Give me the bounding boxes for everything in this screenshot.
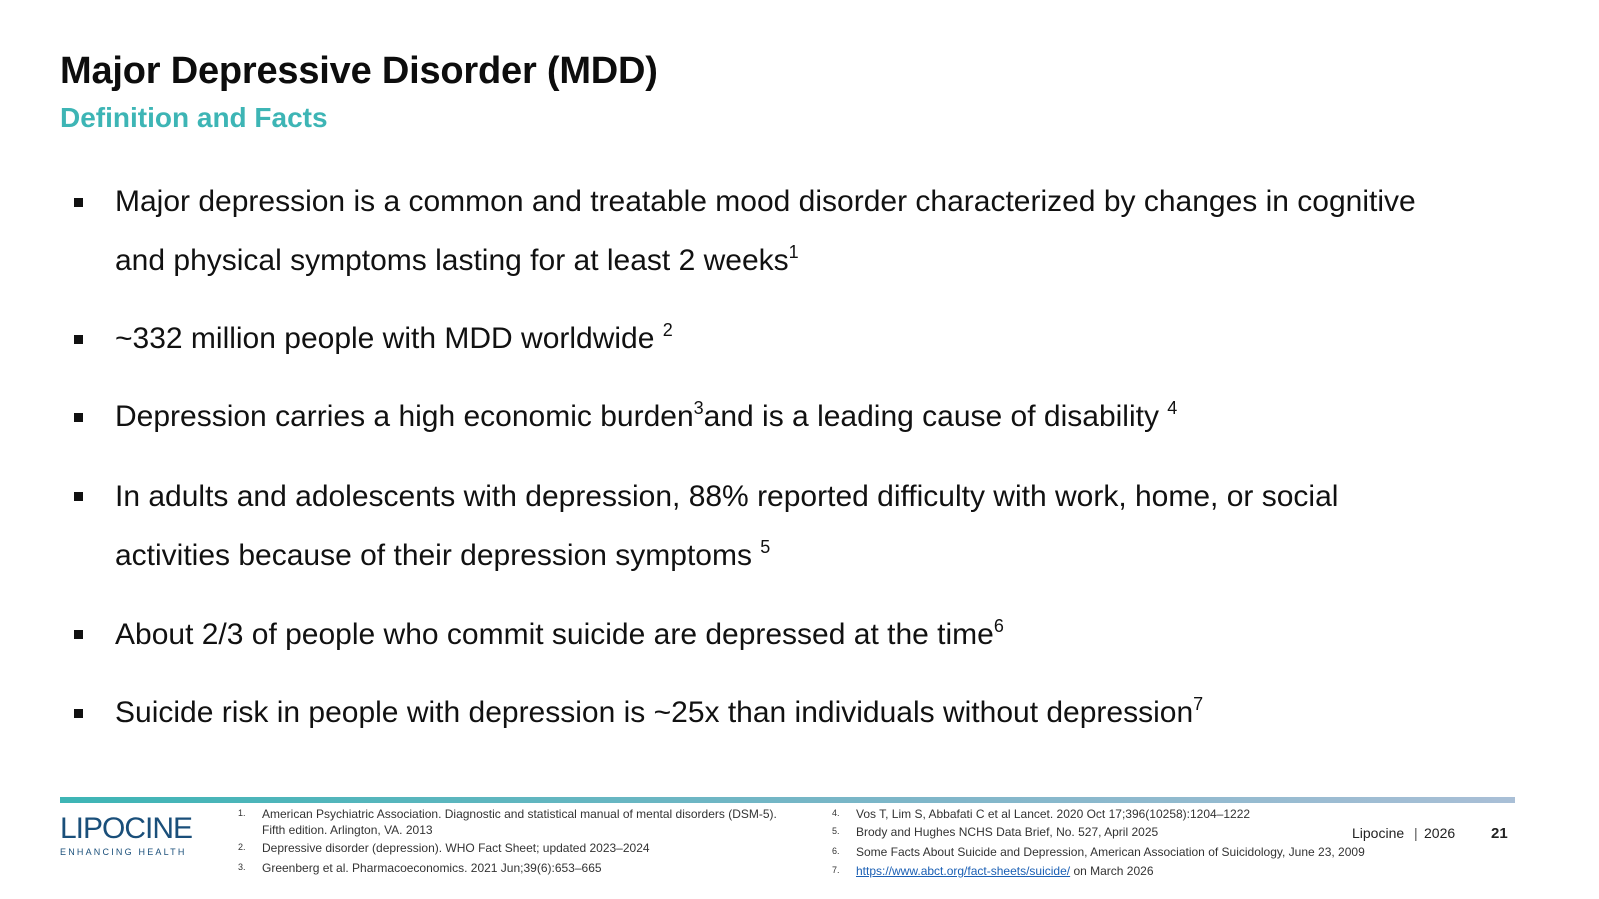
- footer-separator: |: [1414, 825, 1418, 841]
- bullet-marker-icon: [74, 198, 83, 207]
- bullet-text-line: ~332 million people with MDD worldwide: [115, 322, 663, 355]
- footnote-marker: 5: [760, 537, 771, 557]
- bullet-text-line: In adults and adolescents with depression, 88% reported difficulty with work, home, or social: [115, 480, 1339, 513]
- reference-number: 4.: [832, 808, 840, 818]
- footer-company: Lipocine: [1352, 825, 1405, 841]
- bullet-text-line: Major depression is a common and treatable mood disorder characterized by changes in cognitive: [115, 185, 1416, 218]
- reference-number: 7.: [832, 865, 840, 875]
- slide-title: Major Depressive Disorder (MDD): [60, 50, 658, 92]
- footer-year: 2026: [1424, 825, 1456, 841]
- footnote-marker: 4: [1167, 398, 1178, 418]
- footnote-marker: 3: [693, 398, 704, 418]
- bullet-text-line: Suicide risk in people with depression is ~25x than individuals without depression: [115, 696, 1194, 729]
- bullet-text-continuation: and is a leading cause of disability: [703, 400, 1168, 433]
- logo-tagline: ENHANCING HEALTH: [60, 847, 187, 857]
- page-number: 21: [1491, 825, 1508, 842]
- bullet-item: [115, 616, 1004, 678]
- bullet-text-line: and physical symptoms lasting for at least 2 weeks: [115, 244, 789, 277]
- reference-text: Fifth edition. Arlington, VA. 2013: [262, 823, 433, 837]
- footnote-marker: 1: [788, 242, 799, 262]
- bullet-marker-icon: [74, 335, 83, 344]
- footnote-marker: 6: [993, 616, 1004, 636]
- reference-text: American Psychiatric Association. Diagnostic and statistical manual of mental disorders (DSM-5).: [262, 807, 777, 821]
- reference-number: 1.: [238, 808, 246, 818]
- bullet-text-line: About 2/3 of people who commit suicide are depressed at the time: [115, 618, 994, 651]
- reference-text: Vos T, Lim S, Abbafati C et al Lancet. 2020 Oct 17;396(10258):1204–1222: [856, 807, 1251, 821]
- bullet-marker-icon: [74, 413, 83, 422]
- reference-text: Greenberg et al. Pharmacoeconomics. 2021 Jun;39(6):653–665: [262, 861, 602, 875]
- bullet-item: [115, 398, 1178, 460]
- reference-link[interactable]: https://www.abct.org/fact-sheets/suicide/: [856, 864, 1071, 878]
- footnote-marker: 7: [1193, 694, 1204, 714]
- bullet-item: [115, 481, 1338, 599]
- bullet-text-line: activities because of their depression symptoms: [115, 539, 761, 572]
- bullet-marker-icon: [74, 630, 83, 639]
- slide-subtitle: Definition and Facts: [60, 102, 328, 133]
- bullet-marker-icon: [74, 492, 83, 501]
- logo-wordmark: LIPOCINE: [60, 812, 193, 845]
- reference-text: Some Facts About Suicide and Depression, American Association of Suicidology, June 23, 2009: [856, 845, 1365, 859]
- reference-number: 6.: [832, 846, 840, 856]
- bullet-item: [115, 694, 1204, 756]
- reference-text: on March 2026: [1070, 864, 1154, 878]
- bullet-text-line: Depression carries a high economic burden: [115, 400, 694, 433]
- company-logo: [60, 813, 192, 857]
- bullet-item: [115, 320, 673, 382]
- reference-number: 3.: [238, 862, 246, 872]
- reference-number: 5.: [832, 826, 840, 836]
- bullet-marker-icon: [74, 709, 83, 718]
- reference-text: Brody and Hughes NCHS Data Brief, No. 527, April 2025: [856, 825, 1159, 839]
- reference-text: Depressive disorder (depression). WHO Fact Sheet; updated 2023–2024: [262, 841, 650, 855]
- footer-divider: [60, 797, 1515, 803]
- footnote-marker: 2: [662, 320, 673, 340]
- bullet-item: [115, 186, 1416, 304]
- reference-number: 2.: [238, 842, 246, 852]
